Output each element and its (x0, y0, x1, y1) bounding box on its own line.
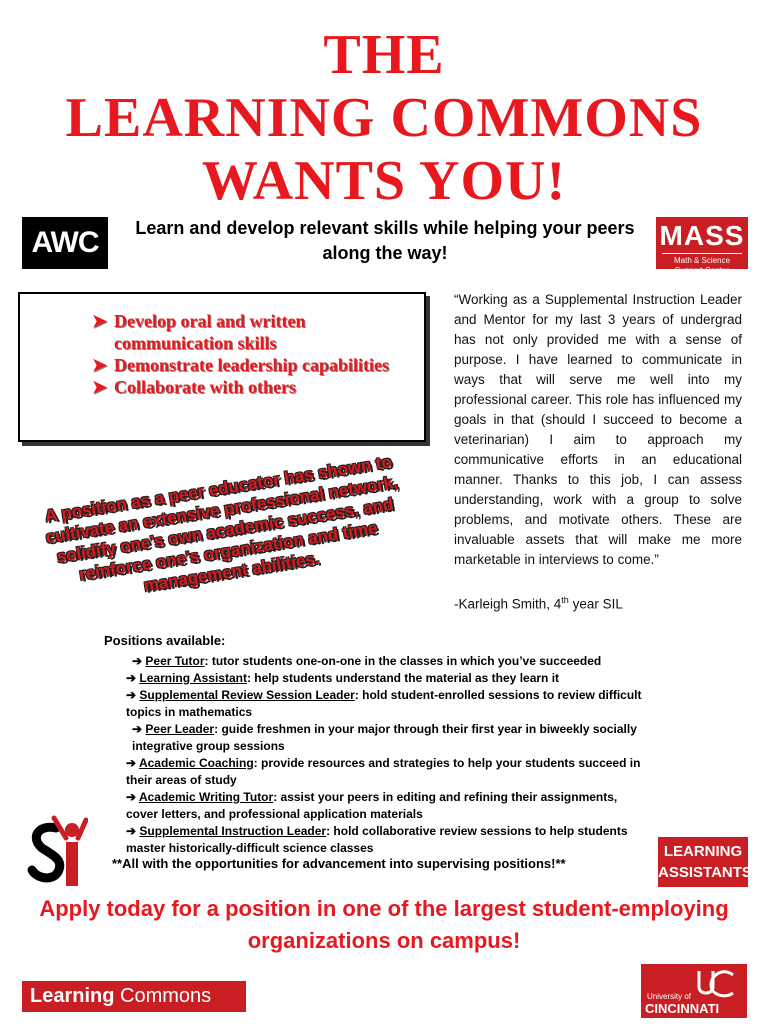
positions-list (126, 653, 646, 857)
position-item: ➔ Learning Assistant: help students understand the material as they learn it (126, 671, 560, 685)
learning-assistants-line-2: ASSISTANTS (658, 864, 752, 881)
skill-text: Develop oral and written communication skills (114, 311, 306, 353)
learning-assistants-logo (658, 837, 752, 887)
arrow-bullet-icon: ➤ (92, 311, 108, 331)
position-item: ➔ Peer Leader: guide freshmen in your major through their first year in biweekly socially integrative group sessions (132, 722, 637, 753)
position-name: Peer Leader (145, 722, 215, 736)
position-name: Learning Assistant (139, 671, 247, 685)
mass-logo (656, 217, 748, 275)
skill-text: Collaborate with others (114, 377, 296, 397)
position-item: ➔ Peer Tutor: tutor students one-on-one in the classes in which you’ve succeeded (132, 654, 602, 668)
title-line-2: LEARNING COMMONS (65, 87, 703, 149)
subtitle: Learn and develop relevant skills while helping your peers along the way! (135, 218, 635, 263)
position-desc: : provide resources and strategies to help your students succeed in their areas of study (126, 756, 641, 787)
attribution-sup: th (561, 595, 569, 605)
awc-logo-text: AWC (31, 226, 99, 259)
position-name: Supplemental Instruction Leader (139, 824, 327, 838)
positions-heading: Positions available: (104, 633, 226, 648)
attribution-suffix: year SIL (568, 596, 623, 612)
position-desc: : assist your peers in editing and refining their assignments, cover letters, and professional application materials (126, 790, 618, 821)
position-desc: : guide freshmen in your major through their first year in biweekly socially integrative group sessions (132, 722, 637, 753)
position-item: ➔ Academic Coaching: provide resources and strategies to help your students succeed in their areas of study (126, 756, 641, 787)
title-line-3: WANTS YOU! (201, 150, 567, 212)
mass-logo-text: MASS (659, 220, 745, 251)
uc-monogram-icon (693, 967, 741, 1001)
arrow-bullet-icon: ➤ (92, 377, 108, 397)
learning-commons-bold: Learning (30, 985, 115, 1007)
awc-logo (22, 217, 108, 269)
skill-text: Demonstrate leadership capabilities (114, 355, 389, 375)
position-name: Academic Writing Tutor (138, 790, 274, 804)
page-title (0, 24, 768, 213)
testimonial-quote: “Working as a Supplemental Instruction Leader and Mentor for my last 3 years of undergrad has not only provided me with a sense of purpose. I have learned to communicate in ways that will serve me well into my professional career. This role has influenced my goals in that (should I succeed to become a veterinarian) I aim to approach my communicative efforts in an educational manner. Thanks to this job, I can assess understanding, work with a group to solve problems, and motivate others. These are invaluable assets that will make me more marketable in interviews to come.” (454, 292, 742, 567)
position-name: Supplemental Review Session Leader (139, 688, 355, 702)
si-logo (24, 808, 88, 890)
position-desc: : help students understand the material as they learn it (246, 671, 560, 685)
learning-assistants-line-1: LEARNING (663, 843, 743, 860)
skills-list (20, 294, 424, 398)
position-item: ➔ Supplemental Instruction Leader: hold collaborative review sessions to help students master historically-difficult science classes (126, 824, 628, 855)
position-desc: : hold collaborative review sessions to help students master historically-difficult science classes (126, 824, 628, 855)
uc-big-text: CINCINNATI (645, 1001, 720, 1016)
learning-commons-logo (22, 981, 246, 1012)
position-desc: : hold student-enrolled sessions to review difficult topics in mathematics (126, 688, 642, 719)
advancement-note: **All with the opportunities for advancement into supervising positions!** (112, 856, 566, 871)
testimonial-attribution (454, 590, 623, 615)
position-name: Peer Tutor (145, 654, 205, 668)
skill-item (92, 376, 424, 398)
skills-box (18, 292, 426, 442)
position-desc: : tutor students one-on-one in the classes in which you’ve succeeded (204, 654, 602, 668)
skill-item (92, 310, 424, 354)
attribution-prefix: -Karleigh Smith, 4 (454, 596, 562, 612)
position-item: ➔ Academic Writing Tutor: assist your peers in editing and refining their assignments, cover letters, and professional application materials (126, 790, 618, 821)
position-name: Academic Coaching (138, 756, 254, 770)
learning-commons-rest: Commons (114, 985, 212, 1007)
university-of-cincinnati-logo (641, 964, 747, 1018)
apply-callout: Apply today for a position in one of the largest student-employing organizations on campus! (39, 896, 729, 953)
title-line-1: THE (323, 24, 445, 86)
uc-small-text: University of (647, 992, 692, 1001)
arrow-bullet-icon: ➤ (92, 355, 108, 375)
peer-educator-callout: A position as a peer educator has shown to cultivate an extensive professional network, solidify one’s own academic success, and reinforce one’s organization and time management abilities. (43, 452, 400, 596)
mass-logo-subtext: Math & Science Support Center (662, 253, 742, 276)
position-item: ➔ Supplemental Review Session Leader: hold student-enrolled sessions to review difficult topics in mathematics (126, 688, 642, 719)
skill-item (92, 354, 424, 376)
